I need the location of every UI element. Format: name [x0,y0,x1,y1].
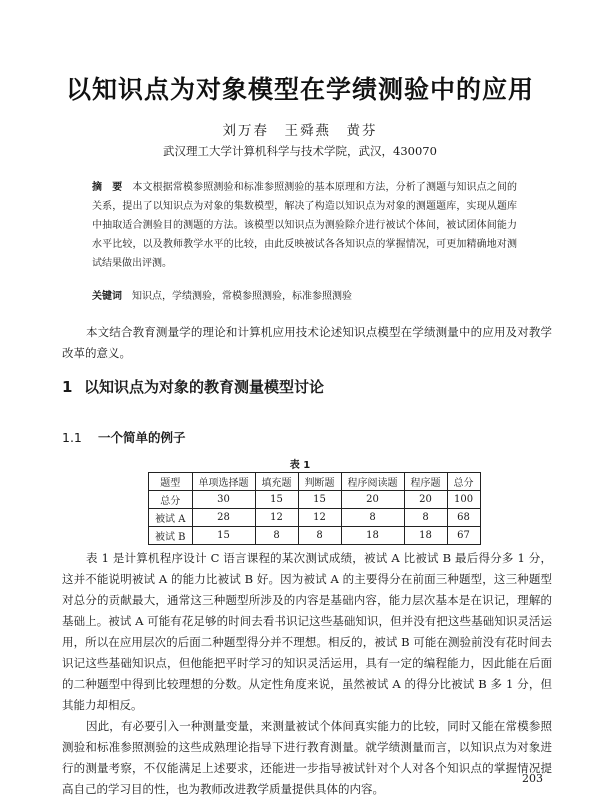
table-cell: 8 [341,509,404,527]
table-cell: 30 [192,491,255,509]
section-1-title: 以知识点为对象的教育测量模型讨论 [84,378,325,396]
table-header-row [149,473,481,491]
table-row [149,491,481,509]
abstract-label: 摘 要 [92,182,123,193]
keywords-text: 知识点，学绩测验，常模参照测验，标准参照测验 [132,291,352,302]
table-cell: 12 [255,509,298,527]
table-cell: 8 [298,527,341,545]
section-1-1-title: 一个简单的例子 [98,430,186,445]
table-cell: 被试 B [149,527,193,545]
table-header-cell: 程序题 [404,473,447,491]
table-header-cell: 填充题 [255,473,298,491]
abstract-block [92,178,517,273]
table-cell: 20 [341,491,404,509]
author-list: 刘万春 王舜燕 黄芬 [222,123,378,139]
keywords-label: 关键词 [92,291,122,302]
table-cell: 15 [298,491,341,509]
table-caption: 表 1 [289,460,311,471]
body-text-block [62,716,552,800]
section-1-1-heading [62,428,186,446]
table-header-cell: 题型 [149,473,193,491]
table-row [149,527,481,545]
section-1-1-number: 1.1 [62,430,82,445]
author-affiliation: 武汉理工大学计算机科学与技术学院，武汉，430070 [163,144,437,158]
table-cell: 被试 A [149,509,193,527]
body-paragraph: 表 1 是计算机程序设计 C 语言课程的某次测试成绩，被试 A 比被试 B 最后得分多 1 分，这并不能说明被试 A 的能力比被试 B 好。因为被试 A 的主要得分在前面三种题型，这三种题型对总分的贡献最大，通常这三种题型所涉及的内容是基础内容，能力层次基本是在识记，理解的基础上。被试 A 可能有花足够的时间去看书识记这些基础知识，但并没有把这些基础知识灵活运用，所以在应用层次的后面二种题型得分并不理想。相反的，被试 B 可能在测验前没有花时间去识记这些基础知识点，但他能把平时学习的知识灵活运用，具有一定的编程能力，因此能在后面的二种题型中得到比较理想的分数。从定性角度来说，虽然被试 A 的得分比被试 B 多 1 分，但其能力却相反。 [62,551,552,712]
abstract-text: 本文根据常模参照测验和标准参照测验的基本原理和方法，分析了测题与知识点之间的关系，提出了以知识点为对象的集数模型，解决了构造以知识点为对象的测题题库，实现从题库中抽取适合测验目的测题的方法。该模型以知识点为测验除介进行被试个体间，被试团体间能力水平比较，以及教师教学水平的比较，由此反映被试各各知识点的掌握情况，可更加精确地对测试结果做出评测。 [92,182,517,269]
body-text-block [62,548,552,716]
table-cell: 68 [447,509,480,527]
body-paragraph: 因此，有必要引入一种测量变量，来测量被试个体间真实能力的比较，同时又能在常模参照测验和标准参照测验的这些成熟理论指导下进行教育测量。就学绩测量而言，以知识点为对象进行的测量考察，不仅能满足上述要求，还能进一步指导被试针对个人对各个知识点的掌握情况提高自己的学习目的性，也为教师改进教学质量提供具体的内容。 [62,719,552,796]
intro-paragraph: 本文结合教育测量学的理论和计算机应用技术论述知识点模型在学绩测量中的应用及对教学改革的意义。 [62,325,552,360]
table-header-cell: 总分 [447,473,480,491]
section-1-number: 1 [62,378,73,396]
table-row [149,509,481,527]
section-1-heading [62,376,324,397]
table-header-cell: 程序阅读题 [341,473,404,491]
table-cell: 67 [447,527,480,545]
table-cell: 总分 [149,491,193,509]
page-number: 203 [522,772,543,785]
table-header-cell: 判断题 [298,473,341,491]
score-table [148,472,481,545]
paper-title: 以知识点为对象模型在学绩测验中的应用 [65,75,534,104]
table-header-cell: 单项选择题 [192,473,255,491]
table-cell: 12 [298,509,341,527]
table-cell: 15 [255,491,298,509]
table-cell: 18 [341,527,404,545]
table-cell: 100 [447,491,480,509]
table-cell: 8 [404,509,447,527]
table-cell: 18 [404,527,447,545]
keywords-block [92,287,517,302]
table-cell: 28 [192,509,255,527]
table-cell: 8 [255,527,298,545]
table-cell: 20 [404,491,447,509]
table-cell: 15 [192,527,255,545]
